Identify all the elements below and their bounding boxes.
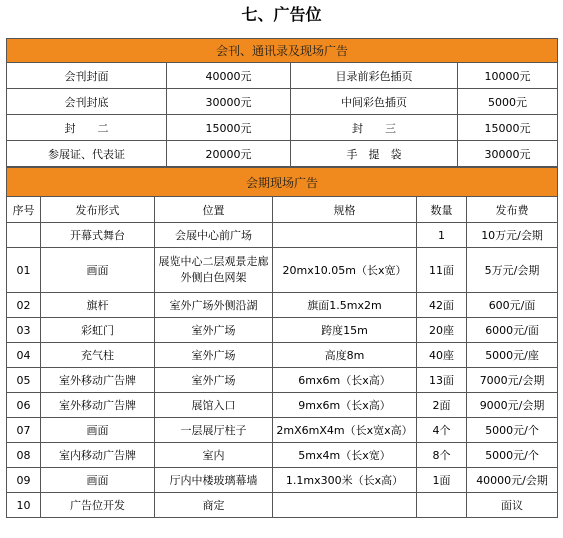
ad-price-cell: 15000元: [458, 115, 558, 141]
ad-item-cell: 手 提 袋: [291, 141, 458, 167]
onsite-header: 会期现场广告: [7, 168, 558, 197]
table-row: [7, 418, 558, 443]
location-cell: 商定: [155, 493, 273, 518]
column-header: 发布形式: [41, 197, 155, 223]
spec-cell: 跨度15m: [273, 318, 417, 343]
fee-cell: 5万元/会期: [467, 248, 558, 293]
ad-price-cell: 30000元: [167, 89, 291, 115]
location-cell: 室外广场: [155, 318, 273, 343]
location-cell: 室内: [155, 443, 273, 468]
fee-cell: 600元/面: [467, 293, 558, 318]
publication-header: 会刊、通讯录及现场广告: [7, 39, 558, 63]
seq-cell: 05: [7, 368, 41, 393]
format-cell: 画面: [41, 418, 155, 443]
table-row: [7, 248, 558, 293]
onsite-ad-table: [6, 167, 558, 518]
table-row: [7, 468, 558, 493]
seq-cell: 08: [7, 443, 41, 468]
seq-cell: 06: [7, 393, 41, 418]
fee-cell: 40000元/会期: [467, 468, 558, 493]
spec-cell: [273, 493, 417, 518]
format-cell: 室外移动广告牌: [41, 368, 155, 393]
publication-ad-table: [6, 38, 558, 167]
column-header: 位置: [155, 197, 273, 223]
seq-cell: 03: [7, 318, 41, 343]
fee-cell: 5000元/座: [467, 343, 558, 368]
format-cell: 旗杆: [41, 293, 155, 318]
publication-row: [7, 115, 558, 141]
location-cell: 室外广场外侧沿湖: [155, 293, 273, 318]
ad-price-cell: 20000元: [167, 141, 291, 167]
table-row: [7, 493, 558, 518]
seq-cell: 01: [7, 248, 41, 293]
publication-row: [7, 141, 558, 167]
table-row: [7, 318, 558, 343]
fee-cell: 7000元/会期: [467, 368, 558, 393]
ad-item-cell: 会刊封面: [7, 63, 167, 89]
quantity-cell: 42面: [417, 293, 467, 318]
seq-cell: [7, 223, 41, 248]
fee-cell: 5000元/个: [467, 443, 558, 468]
table-row: [7, 393, 558, 418]
spec-cell: 6mx6m（长x高）: [273, 368, 417, 393]
quantity-cell: 1: [417, 223, 467, 248]
quantity-cell: 1面: [417, 468, 467, 493]
spec-cell: 高度8m: [273, 343, 417, 368]
ad-price-cell: 15000元: [167, 115, 291, 141]
ad-price-cell: 40000元: [167, 63, 291, 89]
ad-price-cell: 30000元: [458, 141, 558, 167]
page-title: 七、广告位: [241, 5, 322, 24]
spec-cell: 9mx6m（长x高）: [273, 393, 417, 418]
seq-cell: 02: [7, 293, 41, 318]
seq-cell: 04: [7, 343, 41, 368]
quantity-cell: 8个: [417, 443, 467, 468]
spec-cell: 20mx10.05m（长x宽）: [273, 248, 417, 293]
table-row: [7, 443, 558, 468]
ad-item-cell: 目录前彩色插页: [291, 63, 458, 89]
table-row: [7, 223, 558, 248]
ad-item-cell: 会刊封底: [7, 89, 167, 115]
fee-cell: 10万元/会期: [467, 223, 558, 248]
quantity-cell: 2面: [417, 393, 467, 418]
format-cell: 开幕式舞台: [41, 223, 155, 248]
format-cell: 彩虹门: [41, 318, 155, 343]
publication-row: [7, 89, 558, 115]
quantity-cell: 13面: [417, 368, 467, 393]
quantity-cell: 4个: [417, 418, 467, 443]
fee-cell: 6000元/面: [467, 318, 558, 343]
column-header-row: [7, 197, 558, 223]
format-cell: 室内移动广告牌: [41, 443, 155, 468]
ad-item-cell: 封 三: [291, 115, 458, 141]
format-cell: 室外移动广告牌: [41, 393, 155, 418]
ad-item-cell: 参展证、代表证: [7, 141, 167, 167]
location-cell: 室外广场: [155, 343, 273, 368]
fee-cell: 5000元/个: [467, 418, 558, 443]
ad-price-cell: 5000元: [458, 89, 558, 115]
quantity-cell: 11面: [417, 248, 467, 293]
column-header: 发布费: [467, 197, 558, 223]
format-cell: 画面: [41, 468, 155, 493]
quantity-cell: [417, 493, 467, 518]
seq-cell: 07: [7, 418, 41, 443]
format-cell: 广告位开发: [41, 493, 155, 518]
location-cell: 厅内中楼玻璃幕墙: [155, 468, 273, 493]
location-cell: 一层展厅柱子: [155, 418, 273, 443]
table-row: [7, 293, 558, 318]
spec-cell: 1.1mx300米（长x高）: [273, 468, 417, 493]
seq-cell: 10: [7, 493, 41, 518]
fee-cell: 面议: [467, 493, 558, 518]
column-header: 规格: [273, 197, 417, 223]
location-cell: 展馆入口: [155, 393, 273, 418]
quantity-cell: 40座: [417, 343, 467, 368]
publication-row: [7, 63, 558, 89]
spec-cell: 旗面1.5mx2m: [273, 293, 417, 318]
format-cell: 充气柱: [41, 343, 155, 368]
spec-cell: [273, 223, 417, 248]
location-cell: 室外广场: [155, 368, 273, 393]
quantity-cell: 20座: [417, 318, 467, 343]
column-header: 序号: [7, 197, 41, 223]
location-cell: 展览中心二层观景走廊外侧白色网架: [155, 248, 273, 293]
table-row: [7, 368, 558, 393]
table-row: [7, 343, 558, 368]
spec-cell: 2mX6mX4m（长x宽x高）: [273, 418, 417, 443]
fee-cell: 9000元/会期: [467, 393, 558, 418]
format-cell: 画面: [41, 248, 155, 293]
ad-item-cell: 中间彩色插页: [291, 89, 458, 115]
ad-price-cell: 10000元: [458, 63, 558, 89]
column-header: 数量: [417, 197, 467, 223]
ad-item-cell: 封 二: [7, 115, 167, 141]
seq-cell: 09: [7, 468, 41, 493]
spec-cell: 5mx4m（长x宽）: [273, 443, 417, 468]
location-cell: 会展中心前广场: [155, 223, 273, 248]
